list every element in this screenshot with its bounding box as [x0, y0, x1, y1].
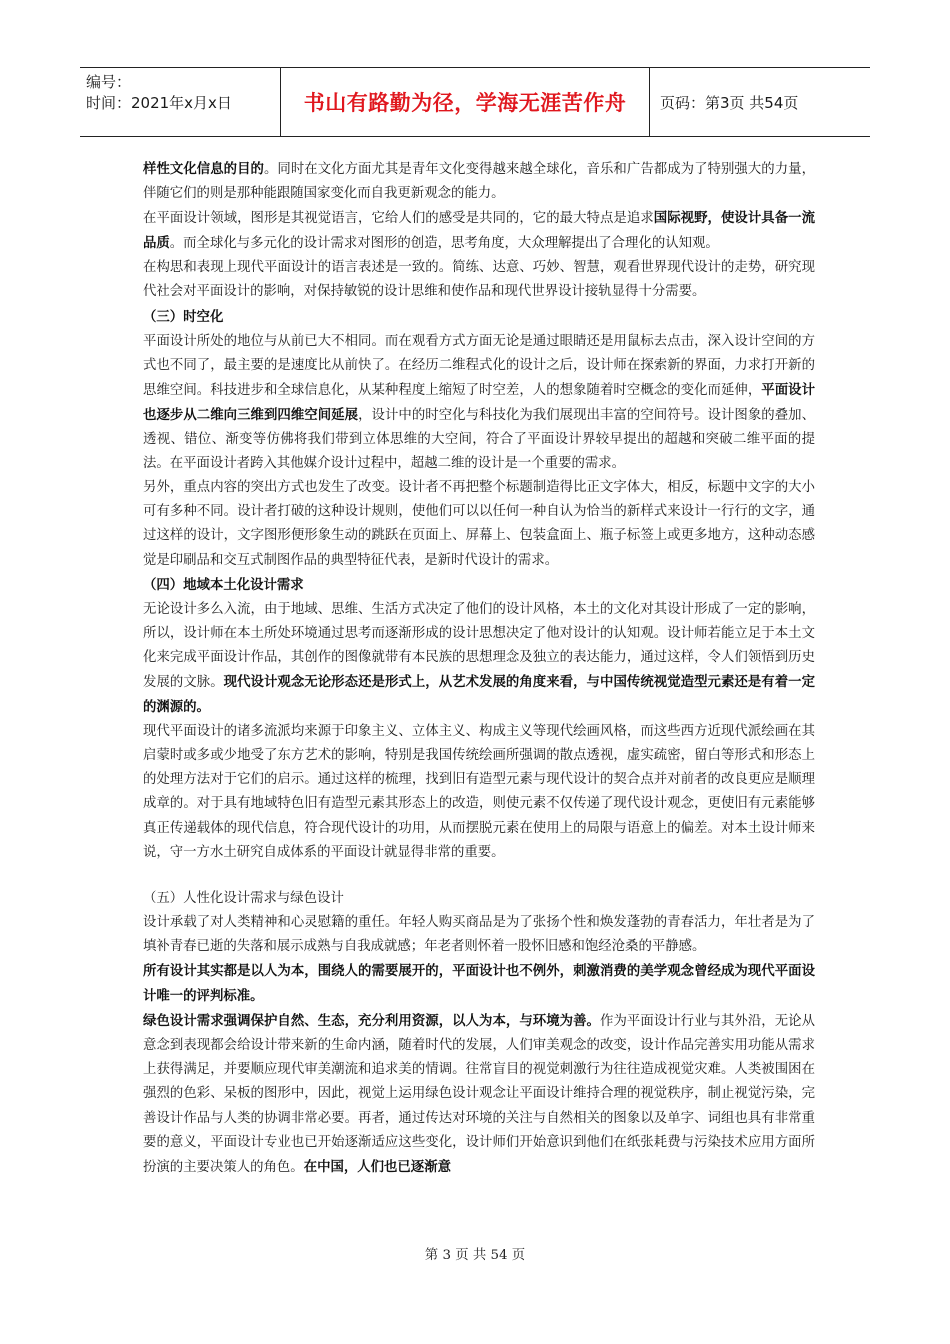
paragraph [143, 330, 815, 477]
header-motto: 书山有路勤为径，学海无涯苦作舟 [280, 68, 650, 136]
paragraph [143, 157, 815, 206]
page-header [80, 67, 870, 137]
bold-text: 在中国，人们也已逐渐意 [303, 1158, 451, 1175]
text-run: 另外，重点内容的突出方式也发生了改变。设计者不再把整个标题制造得比正文字体大，相反，标题中文字的大小可有多种不同。设计者打破的这种设计规则，使他们可以以任何一种自认为恰当的新样式来设计一行行的文字，通过这样的设计，文字图形便形象生动的跳跃在页面上、屏幕上、包装盒面上、瓶子标签上或更多地方，这种动态感觉是印刷品和交互式制图作品的典型特征代表，是新时代设计的需求。 [143, 480, 815, 568]
paragraph [143, 720, 815, 865]
paragraph [143, 911, 815, 959]
doc-date-label: 时间：2021年x月x日 [86, 94, 232, 112]
bold-text: 平面设计也逐步从二维向三维到四维空间延展 [143, 381, 816, 423]
text-run: 在平面设计领域，图形是其视觉语言，它给人们的感受是共同的，它的最大特点是追求 [143, 211, 654, 227]
doc-number-label: 编号： [86, 73, 132, 91]
page-footer: 第 3 页 共 54 页 [424, 1248, 526, 1263]
text-run: （五）人性化设计需求与绿色设计 [143, 890, 344, 906]
paragraph [143, 959, 815, 1009]
paragraph [143, 206, 815, 256]
text-run: 无论设计多么入流，由于地域、思维、生活方式决定了他们的设计风格，本土的文化对其设计形成了一定的影响，所以，设计师在本土所处环境通过思考而逐渐形成的设计思想决定了他对设计的认知观。设计师若能立足于本土文化来完成平面设计作品，其创作的图像就带有本民族的思想理念及独立的表达能力，通过这样，令人们领悟到历史发展的文脉。 [143, 601, 815, 690]
text-run: 设计承载了对人类精神和心灵慰籍的重任。年轻人购买商品是为了张扬个性和焕发蓬勃的青春活力，年壮者是为了填补青春已逝的失落和展示成熟与自我成就感；年老者则怀着一股怀旧感和饱经沧桑的平静感。 [143, 914, 815, 954]
bold-text: 样性文化信息的目的 [143, 161, 264, 177]
text-run: 平面设计所处的地位与从前已大不相同。而在观看方式方面无论是通过眼睛还是用鼠标去点击，深入设计空间的方式也不同了，最主要的是速度比从前快了。在经历二维程式化的设计之后，设计师在探索新的界面，力求打开新的思维空间。科技进步和全球信息化，从某种程度上缩短了时空差，人的想象随着时空概念的变化而延伸， [143, 333, 815, 398]
header-page-info: 页码：第3页 共54页 [660, 93, 799, 112]
bold-text: 所有设计其实都是以人为本，围绕人的需要展开的，平面设计也不例外，刺激消费的美学观念曾经成为现代平面设计唯一的评判标准。 [143, 963, 815, 1005]
paragraph [143, 256, 815, 304]
bold-text: （四）地域本土化设计需求 [143, 576, 304, 593]
paragraph-gap [143, 865, 815, 887]
text-run: 。同时在文化方面尤其是青年文化变得越来越全球化，音乐和广告都成为了特别强大的力量，伴随它们的则是那种能跟随国家变化而自我更新观念的能力。 [143, 162, 815, 202]
text-run: 作为平面设计行业与其外沿，无论从意念到表现都会给设计带来新的生命内涵，随着时代的发展，人们审美观念的改变，设计作品完善实用功能从需求上获得满足，并要顺应现代审美潮流和追求美的情调。往常盲目的视觉刺激行为往往造成视觉灾难。人类被围困在强烈的色彩、呆板的图形中，因此，视觉上运用绿色设计观念让平面设计维持合理的视觉秩序，制止视觉污染，完善设计作品与人类的协调非常必要。再者，通过传达对环境的关注与自然相关的图象以及单字、词组也具有非常重要的意义，平面设计专业也已开始逐渐适应这些变化，设计师们开始意识到他们在纸张耗费与污染技术应用方面所扮演的主要决策人的角色。 [143, 1014, 816, 1175]
bold-text: 现代设计观念无论形态还是形式上，从艺术发展的角度来看，与中国传统视觉造型元素还是有着一定的渊源的。 [143, 673, 816, 716]
document-body [143, 157, 815, 1180]
header-meta [80, 68, 280, 136]
paragraph [143, 476, 815, 572]
text-run: 。而全球化与多元化的设计需求对图形的创造，思考角度，大众理解提出了合理化的认知观。 [169, 236, 719, 252]
text-run: 在构思和表现上现代平面设计的语言表述是一致的。简练、达意、巧妙、智慧，观看世界现代设计的走势，研究现代社会对平面设计的影响，对保持敏锐的设计思维和使作品和现代世界设计接轨显得十分需要。 [143, 260, 815, 300]
paragraph [143, 887, 815, 911]
bold-text: 绿色设计需求强调保护自然、生态，充分利用资源，以人为本，与环境为善。 [143, 1013, 600, 1030]
text-run: ，设计中的时空化与科技化为我们展现出丰富的空间符号。设计图象的叠加、透视、错位、渐变等仿佛将我们带到立体思维的大空间，符合了平面设计界较早提出的超越和突破二维平面的提法。在平面设计者跨入其他媒介设计过程中，超越二维的设计是一个重要的需求。 [143, 407, 816, 472]
paragraph [143, 1009, 815, 1180]
paragraph [143, 305, 815, 330]
text-run: 现代平面设计的诸多流派均来源于印象主义、立体主义、构成主义等现代绘画风格，而这些西方近现代派绘画在其启蒙时或多或少地受了东方艺术的影响，特别是我国传统绘画所强调的散点透视，虚实疏密，留白等形式和形态上的处理方法对于它们的启示。通过这样的梳理，找到旧有造型元素与现代设计的契合点并对前者的改良更应是顺理成章的。对于具有地域特色旧有造型元素其形态上的改造，则使元素不仅传递了现代设计观念，更使旧有元素能够真正传递载体的现代信息，符合现代设计的功用，从而摆脱元素在使用上的局限与语意上的偏差。对本土设计师来说，守一方水土研究自成体系的平面设计就显得非常的重要。 [143, 724, 815, 860]
paragraph [143, 573, 815, 598]
bold-text: 国际视野，使设计具备一流品质 [143, 210, 816, 252]
bold-text: （三）时空化 [143, 308, 224, 325]
paragraph [143, 598, 815, 720]
